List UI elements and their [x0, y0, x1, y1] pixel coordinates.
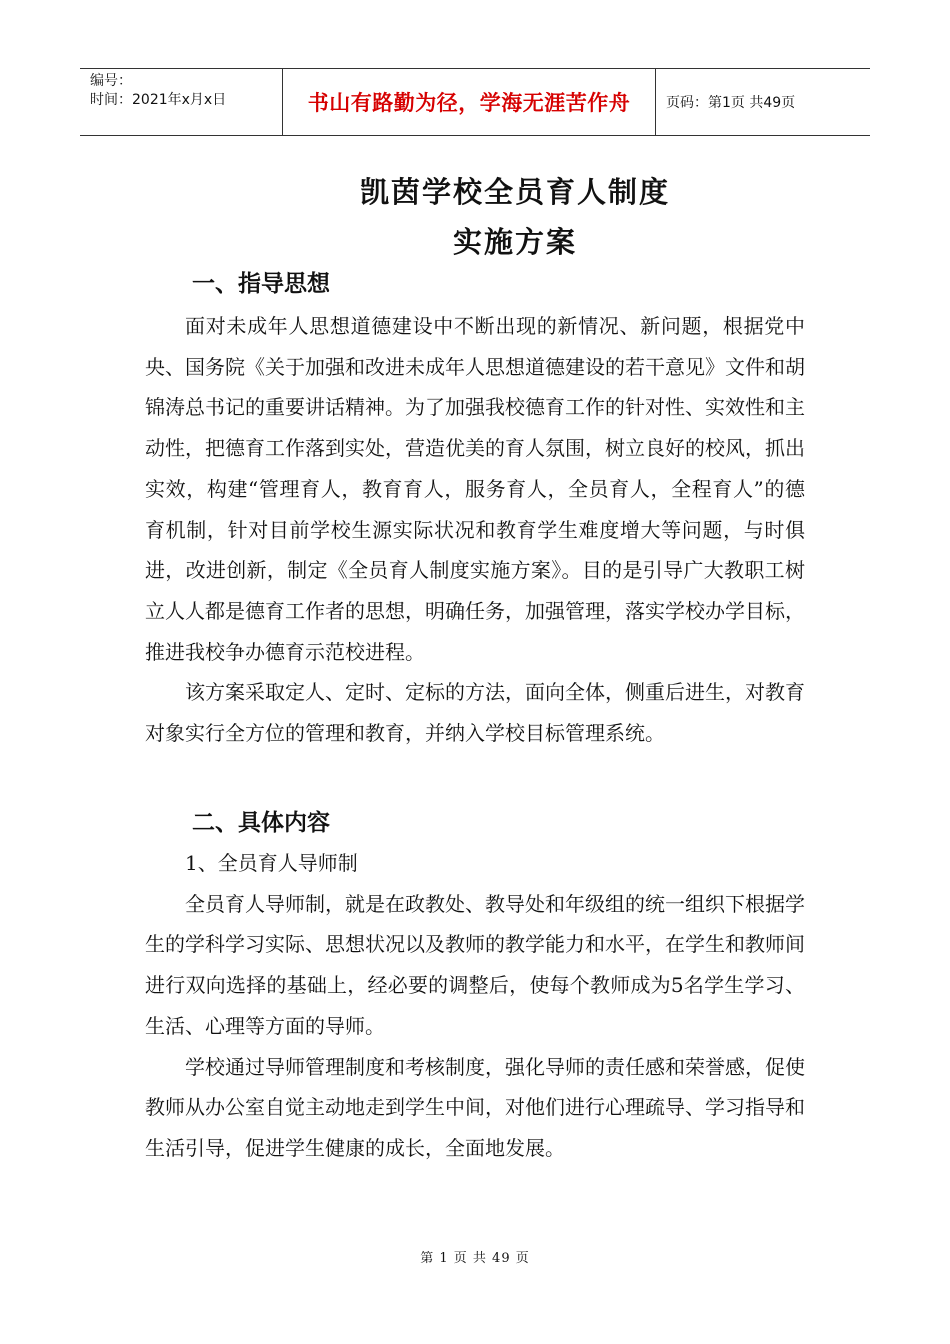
document-header — [80, 68, 870, 136]
section2-heading: 二、具体内容 — [192, 810, 330, 836]
section2-body — [145, 843, 805, 1169]
section1-paragraph: 面对未成年人思想道德建设中不断出现的新情况、新问题，根据党中央、国务院《关于加强和改进未成年人思想道德建设的若干意见》文件和胡锦涛总书记的重要讲话精神。为了加强我校德育工作的针对性、实效性和主动性，把德育工作落到实处，营造优美的育人氛围，树立良好的校风，抓出实效，构建“管理育人，教育育人，服务育人，全员育人，全程育人”的德育机制，针对目前学校生源实际状况和教育学生难度增大等问题，与时俱进，改进创新，制定《全员育人制度实施方案》。目的是引导广大教职工树立人人都是德育工作者的思想，明确任务，加强管理，落实学校办学目标，推进我校争办德育示范校进程。 — [145, 314, 805, 664]
section1-body — [145, 306, 805, 754]
section2-paragraph: 全员育人导师制，就是在政教处、教导处和年级组的统一组织下根据学生的学科学习实际、思想状况以及教师的教学能力和水平，在学生和教师间进行双向选择的基础上，经必要的调整后，使每个教师成为5名学生学习、生活、心理等方面的导师。 — [145, 891, 805, 1038]
time-label: 时间：2021年x月x日 — [90, 92, 227, 108]
header-meta — [80, 69, 283, 135]
section2-paragraph: 学校通过导师管理制度和考核制度，强化导师的责任感和荣誉感，促使教师从办公室自觉主动地走到学生中间，对他们进行心理疏导、学习指导和生活引导，促进学生健康的成长，全面地发展。 — [145, 1054, 805, 1160]
section1-heading: 一、指导思想 — [192, 271, 330, 297]
number-label: 编号： — [90, 73, 132, 89]
header-motto: 书山有路勤为径，学海无涯苦作舟 — [283, 69, 656, 135]
page-footer: 第 1 页 共 49 页 — [420, 1251, 530, 1266]
section1-paragraph: 该方案采取定人、定时、定标的方法，面向全体，侧重后进生，对教育对象实行全方位的管理和教育，并纳入学校目标管理系统。 — [145, 680, 805, 746]
document-title-line2: 实施方案 — [452, 225, 577, 259]
header-page-info: 页码：第1页 共49页 — [666, 95, 796, 111]
section2-subheading: 1、全员育人导师制 — [185, 851, 358, 875]
document-title-line1: 凯茵学校全员育人制度 — [359, 175, 670, 209]
